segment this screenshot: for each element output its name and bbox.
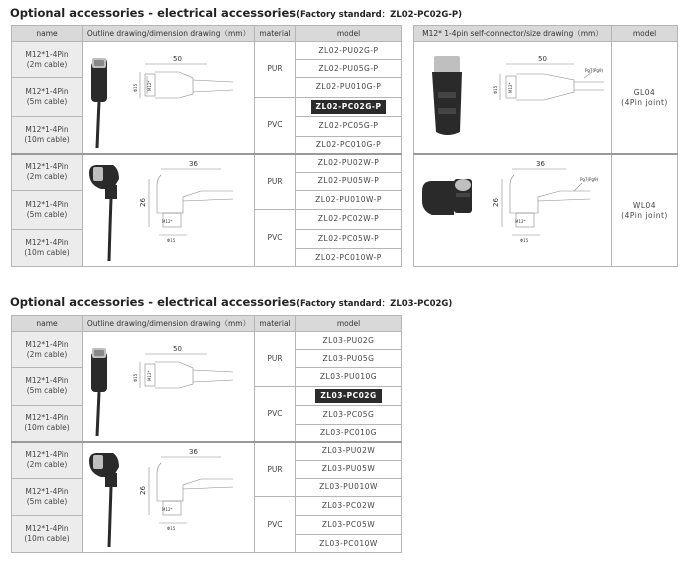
model-cell: ZL02-PC02W-P <box>296 210 402 230</box>
accessory-table-2 <box>11 315 402 553</box>
name-cell: M12*1-4Pin (2m cable) <box>12 154 83 190</box>
name-cell: M12*1-4Pin (5m cable) <box>12 478 83 516</box>
section-2-standard: (Factory standard：ZL03-PC02G) <box>296 299 453 309</box>
straight-self-connector-icon <box>414 42 612 150</box>
header-model: model <box>296 26 402 42</box>
model-cell: ZL02-PC05W-P <box>296 229 402 249</box>
model-cell: ZL03-PU02G <box>296 332 402 350</box>
dim-diameter: Φ15 <box>133 83 138 92</box>
model-cell-highlighted: ZL02-PC02G-P <box>296 97 402 117</box>
name-cell: M12*1-4Pin (5m cable) <box>12 368 83 406</box>
model-cell: ZL02-PU02G-P <box>296 42 402 60</box>
section-2-title: Optional accessories - electrical accessories(Factory standard：ZL03-PC02G) <box>10 295 453 309</box>
dim-thread: M12* <box>162 219 173 224</box>
accessory-table-1 <box>11 25 402 267</box>
angled-connector-icon <box>83 155 255 263</box>
model-cell: ZL02-PC010G-P <box>296 136 402 154</box>
dim-diameter: Φ15 <box>133 373 138 382</box>
header-name: name <box>12 316 83 332</box>
header-model: model <box>612 26 678 42</box>
dim-thread: M12* <box>147 370 152 381</box>
model-cell: ZL03-PU010W <box>296 478 402 497</box>
straight-connector-icon <box>83 332 255 438</box>
dim-height: 26 <box>139 486 147 495</box>
dim-thread: M12* <box>515 219 526 224</box>
model-cell: ZL03-PU05G <box>296 350 402 368</box>
table-row <box>414 154 678 267</box>
model-cell: ZL03-PC010G <box>296 424 402 442</box>
straight-connector-drawing <box>83 332 255 443</box>
section-1-standard: (Factory standard：ZL02-PC02G-P) <box>296 10 463 20</box>
dim-pg: Pg7(Pg9) <box>580 177 599 182</box>
material-cell: PVC <box>255 210 296 267</box>
material-cell: PUR <box>255 42 296 98</box>
name-cell: M12*1-4Pin (10m cable) <box>12 117 83 155</box>
straight-connector-drawing <box>83 42 255 155</box>
table-header-row <box>12 316 402 332</box>
model-cell: ZL02-PU02W-P <box>296 154 402 172</box>
table-header-row <box>12 26 402 42</box>
name-cell: M12*1-4Pin (10m cable) <box>12 229 83 267</box>
dim-thread: M12* <box>508 82 513 93</box>
model-cell: ZL03-PC010W <box>296 535 402 553</box>
dim-height: 26 <box>139 198 147 207</box>
name-cell: M12*1-4Pin (2m cable) <box>12 42 83 78</box>
dim-thread: M12* <box>147 80 152 91</box>
name-cell: M12*1-4Pin (2m cable) <box>12 332 83 368</box>
dim-length: 50 <box>173 345 182 353</box>
table-row <box>12 42 402 60</box>
model-cell: ZL03-PU05W <box>296 460 402 478</box>
dim-pg: Pg7(Pg9) <box>585 68 604 73</box>
model-cell: ZL02-PU05G-P <box>296 60 402 78</box>
model-cell: ZL03-PC02W <box>296 497 402 516</box>
model-cell: ZL03-PU02W <box>296 442 402 460</box>
header-drawing: Outline drawing/dimension drawing（mm） <box>83 316 255 332</box>
dim-length: 50 <box>538 55 547 63</box>
material-cell: PVC <box>255 386 296 442</box>
name-cell: M12*1-4Pin (5m cable) <box>12 78 83 117</box>
section-1-title: Optional accessories - electrical accessories(Factory standard：ZL02-PC02G-P) <box>10 6 463 20</box>
material-cell: PVC <box>255 97 296 154</box>
dim-length: 36 <box>189 160 198 168</box>
dim-height: 26 <box>492 198 500 207</box>
table-row <box>414 42 678 155</box>
self-connector-table <box>413 25 678 267</box>
name-cell: M12*1-4Pin (2m cable) <box>12 442 83 478</box>
dim-length: 36 <box>189 448 198 456</box>
model-cell: ZL02-PU05W-P <box>296 172 402 190</box>
table-row <box>12 442 402 460</box>
dim-thread: M12* <box>162 507 173 512</box>
model-cell: ZL02-PC05G-P <box>296 117 402 137</box>
model-cell: ZL03-PC05G <box>296 405 402 424</box>
header-drawing: Outline drawing/dimension drawing（mm） <box>83 26 255 42</box>
header-name: name <box>12 26 83 42</box>
dim-diameter: Φ15 <box>167 526 176 531</box>
model-cell-highlighted: ZL03-PC02G <box>296 386 402 405</box>
table-row <box>12 154 402 172</box>
model-cell: ZL03-PC05W <box>296 516 402 535</box>
dim-diameter: Φ15 <box>493 85 498 94</box>
material-cell: PUR <box>255 154 296 210</box>
table-row <box>12 332 402 350</box>
angled-connector-drawing <box>83 442 255 553</box>
header-self-connector: M12* 1-4pin self-connector/size drawing（mm） <box>414 26 612 42</box>
self-connector-straight-drawing <box>414 42 612 155</box>
model-cell: ZL03-PU010G <box>296 368 402 387</box>
dim-length: 50 <box>173 55 182 63</box>
model-cell: ZL02-PC010W-P <box>296 249 402 267</box>
name-cell: M12*1-4Pin (10m cable) <box>12 516 83 553</box>
angled-connector-drawing <box>83 154 255 267</box>
header-model: model <box>296 316 402 332</box>
model-cell: GL04 (4Pin joint) <box>612 42 678 155</box>
model-cell: ZL02-PU010G-P <box>296 78 402 98</box>
name-cell: M12*1-4Pin (10m cable) <box>12 405 83 442</box>
straight-connector-icon <box>83 42 255 150</box>
material-cell: PUR <box>255 442 296 497</box>
name-cell: M12*1-4Pin (5m cable) <box>12 190 83 229</box>
dim-length: 36 <box>536 160 545 168</box>
dim-diameter: Φ15 <box>520 238 529 243</box>
header-material: material <box>255 26 296 42</box>
model-cell: WL04 (4Pin joint) <box>612 154 678 267</box>
material-cell: PVC <box>255 497 296 553</box>
table-header-row <box>414 26 678 42</box>
self-connector-angled-drawing <box>414 154 612 267</box>
dim-diameter: Φ15 <box>167 238 176 243</box>
header-material: material <box>255 316 296 332</box>
angled-connector-icon <box>83 443 255 549</box>
model-cell: ZL02-PU010W-P <box>296 190 402 210</box>
material-cell: PUR <box>255 332 296 387</box>
angled-self-connector-icon <box>414 155 612 263</box>
